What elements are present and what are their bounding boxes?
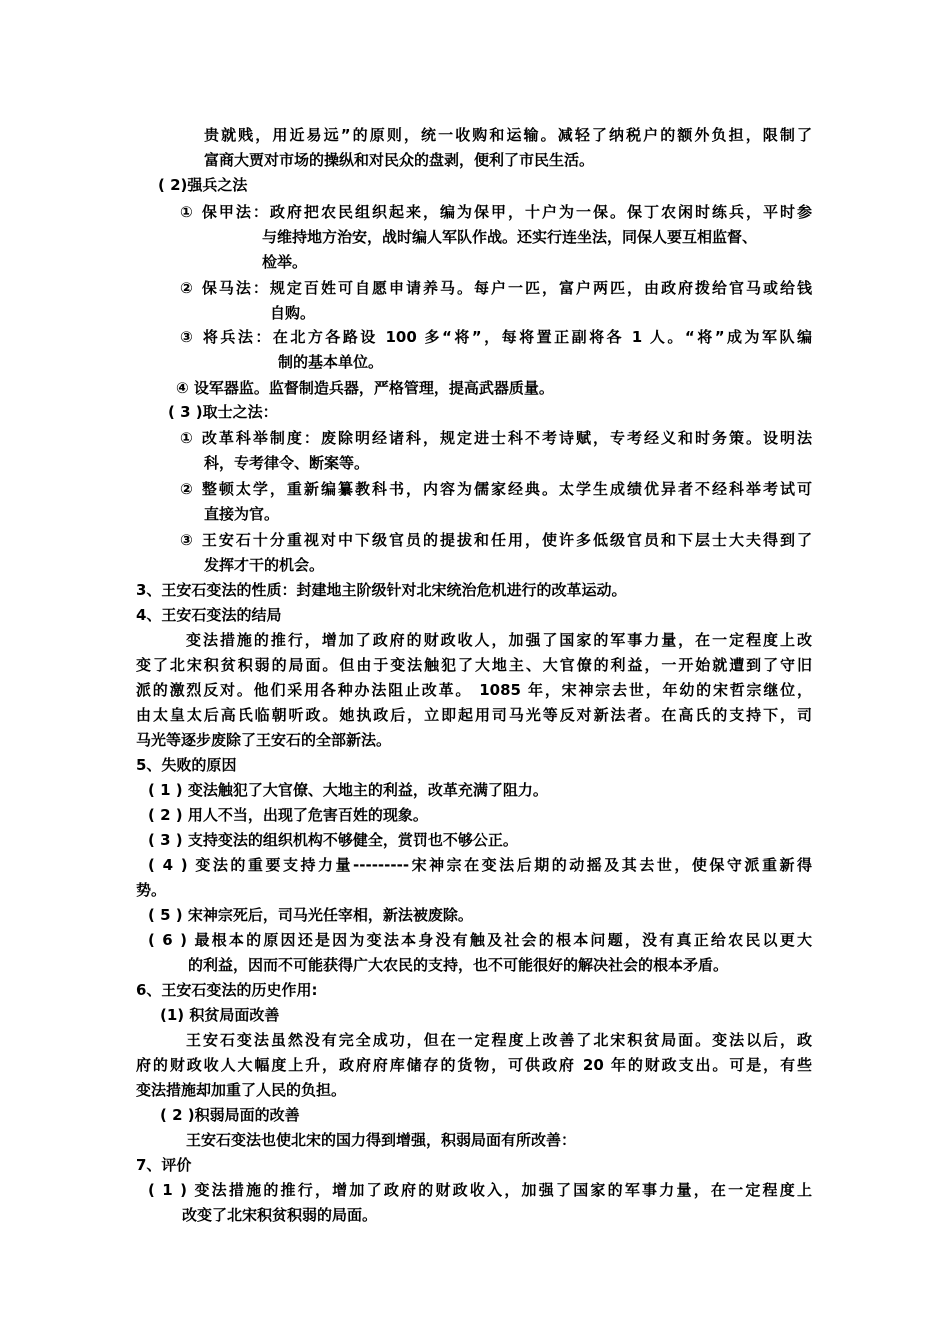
list-item: ( 1 ) 变法触犯了大官僚、大地主的利益，改革充满了阻力。	[148, 781, 548, 799]
list-item: ( 3 ) 支持变法的组织机构不够健全，赏罚也不够公正。	[148, 831, 518, 849]
text-line: ③ 王安石十分重视对中下级官员的提拔和任用，使许多低级官员和下层士大夫得到了	[180, 531, 812, 549]
text-line: ① 改革科举制度：废除明经诸科，规定进士科不考诗赋，专考经义和时务策。设明法	[180, 429, 812, 447]
text-line: 直接为官。	[204, 505, 280, 523]
text-line: ② 整顿太学，重新编纂教科书，内容为儒家经典。太学生成绩优异者不经科举考试可	[180, 480, 812, 498]
section-heading: ( 2)强兵之法	[158, 176, 248, 194]
text-line: 变了北宋积贫积弱的局面。但由于变法触犯了大地主、大官僚的利益，一开始就遭到了守旧	[136, 656, 812, 674]
list-item: ( 2 ) 用人不当，出现了危害百姓的现象。	[148, 806, 428, 824]
text-line: 府的财政收人大幅度上升，政府府库储存的货物，可供政府 20 年的财政支出。可是，有些	[136, 1056, 812, 1074]
list-item: ( 1 ) 变法措施的推行，增加了政府的财政收入，加强了国家的军事力量，在一定程度上	[148, 1181, 812, 1199]
text-line: ① 保甲法：政府把农民组织起来，编为保甲，十户为一保。保丁农闲时练兵，平时参	[180, 203, 812, 221]
text-line: 王安石变法也使北宋的国力得到增强，积弱局面有所改善：	[186, 1131, 577, 1149]
text-line: 富商大贾对市场的操纵和对民众的盘剥，便利了市民生活。	[204, 151, 595, 169]
text-line: 自购。	[270, 304, 316, 322]
text-line: ④ 设军器监。监督制造兵器，严格管理，提高武器质量。	[176, 379, 554, 397]
text-line: ② 保马法：规定百姓可自愿申请养马。每户一匹，富户两匹，由政府拨给官马或给钱	[180, 279, 812, 297]
text-line: 派的激烈反对。他们采用各种办法阻止改革。 1085 年，宋神宗去世，年幼的宋哲宗继位，	[136, 681, 812, 699]
section-heading: (1) 积贫局面改善	[160, 1006, 280, 1024]
text-line: 发挥才干的机会。	[204, 556, 325, 574]
list-item: ( 6 ) 最根本的原因还是因为变法本身没有触及社会的根本问题，没有真正给农民以更大	[148, 931, 812, 949]
list-item: ( 5 ) 宋神宗死后，司马光任宰相，新法被废除。	[148, 906, 473, 924]
text-line: 变法措施却加重了人民的负担。	[136, 1081, 347, 1099]
section-heading: 4、王安石变法的结局	[136, 606, 282, 624]
text-line: 科，专考律令、断案等。	[204, 454, 370, 472]
text-line: 王安石变法虽然没有完全成功，但在一定程度上改善了北宋积贫局面。变法以后，政	[186, 1031, 812, 1049]
section-heading: 7、评价	[136, 1156, 192, 1174]
text-line: 改变了北宋积贫积弱的局面。	[182, 1206, 378, 1224]
section-heading: 3、王安石变法的性质：封建地主阶级针对北宋统治危机进行的改革运动。	[136, 581, 627, 599]
section-heading: 5、失败的原因	[136, 756, 237, 774]
text-line: 贵就贱，用近易远”的原则，统一收购和运输。减轻了纳税户的额外负担，限制了	[204, 126, 812, 144]
text-line: 变法措施的推行，增加了政府的财政收人，加强了国家的军事力量，在一定程度上改	[186, 631, 812, 649]
section-heading: 6、王安石变法的历史作用:	[136, 981, 318, 999]
text-line: 的利益，因而不可能获得广大农民的支持，也不可能很好的解决社会的根本矛盾。	[188, 956, 729, 974]
section-heading: ( 3 )取士之法：	[168, 403, 278, 421]
text-line: 与维持地方治安，战时编人军队作战。还实行连坐法，同保人要互相监督、	[262, 228, 758, 246]
text-line: 势。	[136, 881, 167, 899]
list-item: ( 4 ) 变法的重要支持力量---------宋神宗在变法后期的动摇及其去世，使保守派重新得	[148, 856, 812, 874]
text-line: 马光等逐步废除了王安石的全部新法。	[136, 731, 392, 749]
section-heading: ( 2 )积弱局面的改善	[160, 1106, 300, 1124]
text-line: 由太皇太后高氏临朝听政。她执政后，立即起用司马光等反对新法者。在高氏的支持下，司	[136, 706, 812, 724]
text-line: 制的基本单位。	[278, 353, 384, 371]
text-line: ③ 将兵法：在北方各路设 100 多“将”，每将置正副将各 1 人。“将”成为军队编	[180, 328, 812, 346]
text-line: 检举。	[262, 253, 308, 271]
